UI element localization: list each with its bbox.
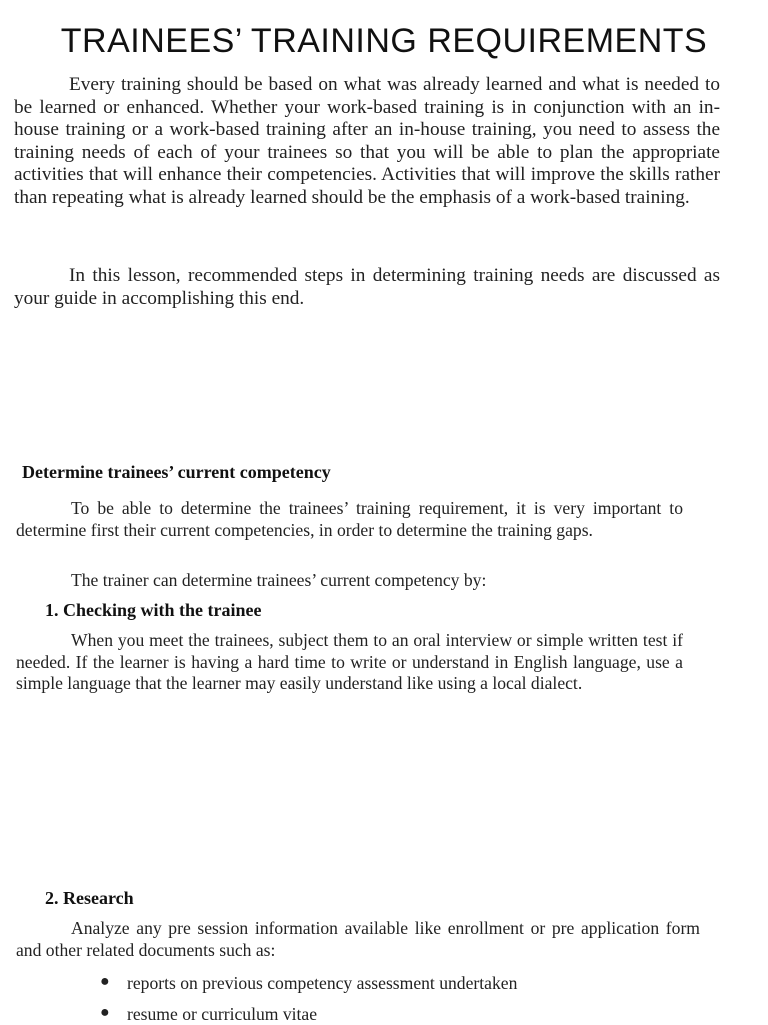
step-1-body: When you meet the trainees, subject them to an oral interview or simple written test if needed. If the learner is having a hard time to write or understand in English language, use a simple language that the learner may easily understand like using a local dialect. [16, 630, 683, 693]
section-paragraph-1: To be able to determine the trainees’ training requirement, it is very important to determine first their current competencies, in order to determine the training gaps. [16, 498, 683, 540]
bullet-icon: ● [100, 973, 110, 990]
step-2-body: Analyze any pre session information available like enrollment or pre application form and other related documents such as: [16, 918, 700, 960]
intro-paragraph-1: Every training should be based on what was already learned and what is needed to be learned or enhanced. Whether your work-based training is in conjunction with an in-house training or a work-based training after an in-house training, you need to assess the training needs of each of your trainees so that you will be able to plan the appropriate activities that will enhance their competencies. Activities that will improve the skills rather than repeating what is already learned should be the emphasis of a work-based training. [14, 74, 720, 208]
intro-paragraph-2: In this lesson, recommended steps in determining training needs are discussed as your guide in accomplishing this end. [14, 265, 720, 309]
list-item-text: resume or curriculum vitae [127, 1004, 318, 1024]
step-1-heading: 1. Checking with the trainee [45, 600, 262, 620]
list-item-text: reports on previous competency assessment undertaken [127, 973, 518, 993]
section-heading: Determine trainees’ current competency [22, 462, 331, 482]
page-title: TRAINEES’ TRAINING REQUIREMENTS [60, 22, 708, 60]
bullet-icon: ● [100, 1004, 110, 1021]
step-2-heading: 2. Research [45, 888, 134, 908]
section-paragraph-2: The trainer can determine trainees’ current competency by: [71, 570, 487, 590]
